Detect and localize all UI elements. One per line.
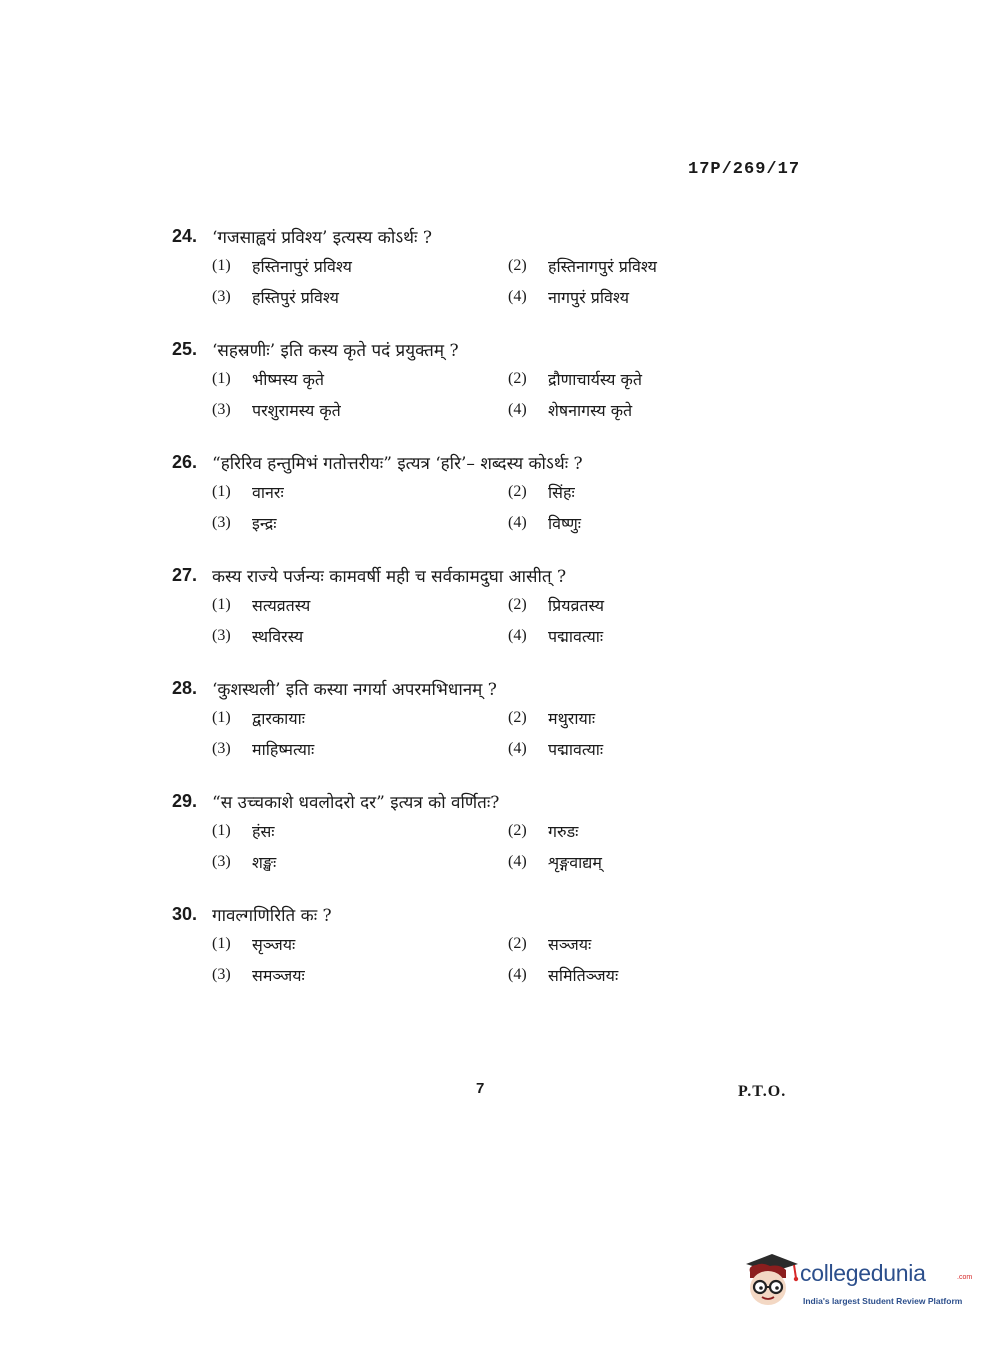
question-number: 25.	[172, 338, 198, 359]
option-1	[212, 933, 508, 955]
option-2	[508, 368, 768, 390]
option-3	[212, 399, 508, 421]
question-number: 26.	[172, 451, 198, 472]
option-4	[508, 851, 768, 873]
option-text: हंसः	[252, 821, 275, 841]
option-text: गरुडः	[548, 821, 579, 841]
option-3	[212, 964, 508, 986]
option-1	[212, 594, 508, 616]
option-4	[508, 964, 768, 986]
option-text: परशुरामस्य कृते	[252, 400, 341, 420]
graduate-mascot-icon	[740, 1250, 800, 1312]
option-text: सत्यव्रतस्य	[252, 595, 311, 615]
option-number: (2)	[508, 708, 527, 726]
paper-code: 17P/269/17	[688, 160, 801, 179]
question-text: ‘कुशस्थली’ इति कस्या नगर्या अपरमभिधानम् ?	[212, 679, 497, 700]
option-1	[212, 255, 508, 277]
option-2	[508, 933, 768, 955]
question-26	[172, 448, 812, 561]
option-2	[508, 481, 768, 503]
option-number: (3)	[212, 852, 231, 870]
option-1	[212, 707, 508, 729]
question-number: 28.	[172, 677, 198, 698]
option-number: (2)	[508, 256, 527, 274]
option-number: (3)	[212, 965, 231, 983]
option-text: समितिञ्जयः	[548, 965, 619, 985]
option-number: (3)	[212, 400, 231, 418]
question-number: 27.	[172, 564, 198, 585]
option-text: हस्तिपुरं प्रविश्य	[252, 287, 339, 307]
option-text: इन्द्रः	[252, 513, 277, 533]
pto-label: P.T.O.	[738, 1083, 787, 1100]
option-number: (2)	[508, 934, 527, 952]
option-number: (4)	[508, 965, 527, 983]
option-number: (4)	[508, 287, 527, 305]
option-number: (1)	[212, 482, 231, 500]
question-number: 24.	[172, 225, 198, 246]
question-number: 29.	[172, 790, 198, 811]
question-text: ‘गजसाह्वयं प्रविश्य’ इत्यस्य कोऽर्थः ?	[212, 227, 432, 248]
question-25	[172, 335, 812, 448]
option-text: सृञ्जयः	[252, 934, 296, 954]
option-number: (4)	[508, 852, 527, 870]
question-30	[172, 900, 812, 1013]
option-text: शेषनागस्य कृते	[548, 400, 633, 420]
option-3	[212, 625, 508, 647]
option-number: (1)	[212, 821, 231, 839]
option-text: सिंहः	[548, 482, 575, 502]
question-text: कस्य राज्ये पर्जन्यः कामवर्षी मही च सर्वकामदुघा आसीत् ?	[212, 566, 567, 587]
option-text: सञ्जयः	[548, 934, 592, 954]
collegedunia-watermark	[740, 1250, 972, 1312]
option-text: नागपुरं प्रविश्य	[548, 287, 629, 307]
question-text: “हरिरिव हन्तुमिभं गतोत्तरीयः” इत्यत्र ‘हरि’– शब्दस्य कोऽर्थः ?	[212, 453, 583, 474]
brand-tagline: India's largest Student Review Platform	[803, 1296, 963, 1306]
option-text: द्रौणाचार्यस्य कृते	[548, 369, 642, 389]
option-1	[212, 820, 508, 842]
option-text: माहिष्मत्याः	[252, 739, 315, 759]
question-29	[172, 787, 812, 900]
option-text: विष्णुः	[548, 513, 581, 533]
option-number: (1)	[212, 708, 231, 726]
option-4	[508, 738, 768, 760]
brand-name: collegedunia	[800, 1260, 926, 1286]
option-text: हस्तिनापुरं प्रविश्य	[252, 256, 352, 276]
option-number: (1)	[212, 934, 231, 952]
option-3	[212, 512, 508, 534]
option-text: प्रियव्रतस्य	[548, 595, 605, 615]
option-number: (2)	[508, 821, 527, 839]
option-text: शृङ्गवाद्यम्	[548, 852, 602, 872]
option-text: शङ्खः	[252, 852, 277, 872]
option-number: (2)	[508, 369, 527, 387]
option-text: भीष्मस्य कृते	[252, 369, 325, 389]
option-number: (1)	[212, 595, 231, 613]
option-2	[508, 707, 768, 729]
option-number: (1)	[212, 369, 231, 387]
option-number: (2)	[508, 482, 527, 500]
option-number: (4)	[508, 626, 527, 644]
option-number: (3)	[212, 626, 231, 644]
option-2	[508, 255, 768, 277]
option-number: (3)	[212, 287, 231, 305]
brand-suffix: .com	[957, 1274, 973, 1281]
option-1	[212, 368, 508, 390]
option-text: समञ्जयः	[252, 965, 305, 985]
question-text: ‘सहस्रणीः’ इति कस्य कृते पदं प्रयुक्तम् ?	[212, 340, 459, 361]
option-text: पद्मावत्याः	[548, 739, 604, 759]
option-text: मथुरायाः	[548, 708, 596, 728]
option-number: (3)	[212, 513, 231, 531]
option-4	[508, 625, 768, 647]
question-28	[172, 674, 812, 787]
option-text: हस्तिनागपुरं प्रविश्य	[548, 256, 657, 276]
option-number: (4)	[508, 400, 527, 418]
option-number: (1)	[212, 256, 231, 274]
option-3	[212, 738, 508, 760]
option-number: (4)	[508, 513, 527, 531]
page-number: 7	[476, 1080, 485, 1097]
option-4	[508, 399, 768, 421]
option-2	[508, 820, 768, 842]
option-number: (3)	[212, 739, 231, 757]
option-number: (4)	[508, 739, 527, 757]
option-text: द्वारकायाः	[252, 708, 305, 728]
option-1	[212, 481, 508, 503]
question-27	[172, 561, 812, 674]
option-3	[212, 851, 508, 873]
option-3	[212, 286, 508, 308]
question-number: 30.	[172, 903, 198, 924]
option-2	[508, 594, 768, 616]
option-4	[508, 512, 768, 534]
option-4	[508, 286, 768, 308]
question-text: “स उच्चकाशे धवलोदरो दर” इत्यत्र को वर्णितः?	[212, 792, 500, 813]
question-list	[172, 222, 812, 1013]
option-text: वानरः	[252, 482, 284, 502]
question-text: गावल्गणिरिति कः ?	[212, 905, 332, 926]
question-24	[172, 222, 812, 335]
option-text: पद्मावत्याः	[548, 626, 604, 646]
option-text: स्थविरस्य	[252, 626, 304, 646]
option-number: (2)	[508, 595, 527, 613]
